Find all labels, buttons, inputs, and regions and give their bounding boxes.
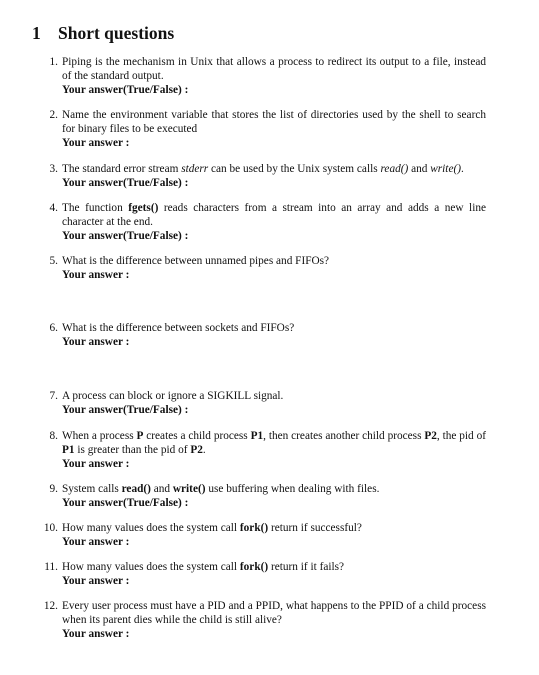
question-number: 4. <box>49 202 58 214</box>
question-number: 3. <box>49 163 58 175</box>
answer-label: Your answer(True/False) : <box>62 83 189 96</box>
question-text: Piping is the mechanism in Unix that allows a process to redirect its output to a file, instead of the standard output. <box>62 56 486 82</box>
question-text: System calls read() and write() use buffering when dealing with files. <box>62 483 380 495</box>
question-text: What is the difference between sockets and FIFOs? <box>62 322 295 334</box>
question-text: When a process P creates a child process P1, then creates another child process P2, the pid of P1 is greater than the pid of P2. <box>62 430 486 456</box>
question-1 <box>36 56 486 97</box>
question-number: 6. <box>49 322 58 334</box>
question-9 <box>36 483 486 511</box>
question-2 <box>36 109 486 150</box>
question-number: 12. <box>43 600 58 612</box>
question-text: The function fgets() reads characters from a stream into an array and adds a new line character at the end. <box>62 202 486 228</box>
question-number: 8. <box>49 430 58 442</box>
answer-label: Your answer(True/False) : <box>62 229 189 242</box>
question-10 <box>36 522 486 550</box>
question-11 <box>36 561 486 589</box>
question-4 <box>36 202 486 243</box>
answer-label: Your answer(True/False) : <box>62 403 189 416</box>
question-text: The standard error stream stderr can be used by the Unix system calls read() and write(). <box>62 163 464 175</box>
question-text: How many values does the system call fork() return if it fails? <box>62 561 345 573</box>
answer-label: Your answer : <box>62 136 130 149</box>
section-title: Short questions <box>58 23 175 43</box>
question-7 <box>36 390 486 418</box>
question-5 <box>36 255 486 283</box>
question-12 <box>36 600 486 641</box>
question-text: Name the environment variable that stores the list of directories used by the shell to search for binary files to be executed <box>62 109 486 135</box>
question-text: How many values does the system call fork() return if successful? <box>62 522 362 534</box>
question-text: A process can block or ignore a SIGKILL signal. <box>62 390 284 402</box>
question-6 <box>36 322 486 350</box>
answer-label: Your answer(True/False) : <box>62 176 189 189</box>
question-8 <box>36 430 486 471</box>
question-number: 9. <box>49 483 58 495</box>
question-number: 10. <box>43 522 58 534</box>
question-number: 5. <box>49 255 58 267</box>
answer-label: Your answer : <box>62 457 130 470</box>
answer-label: Your answer : <box>62 627 130 640</box>
section-heading <box>32 23 174 44</box>
question-number: 2. <box>49 109 58 121</box>
section-number: 1 <box>32 23 41 43</box>
answer-label: Your answer : <box>62 335 130 348</box>
answer-label: Your answer : <box>62 535 130 548</box>
question-number: 1. <box>49 56 58 68</box>
answer-label: Your answer : <box>62 268 130 281</box>
answer-label: Your answer : <box>62 574 130 587</box>
question-3 <box>36 163 486 191</box>
question-text: Every user process must have a PID and a PPID, what happens to the PPID of a child process when its parent dies while the child is still alive? <box>62 600 486 626</box>
question-number: 11. <box>44 561 58 573</box>
question-text: What is the difference between unnamed pipes and FIFOs? <box>62 255 330 267</box>
answer-label: Your answer(True/False) : <box>62 496 189 509</box>
question-number: 7. <box>49 390 58 402</box>
